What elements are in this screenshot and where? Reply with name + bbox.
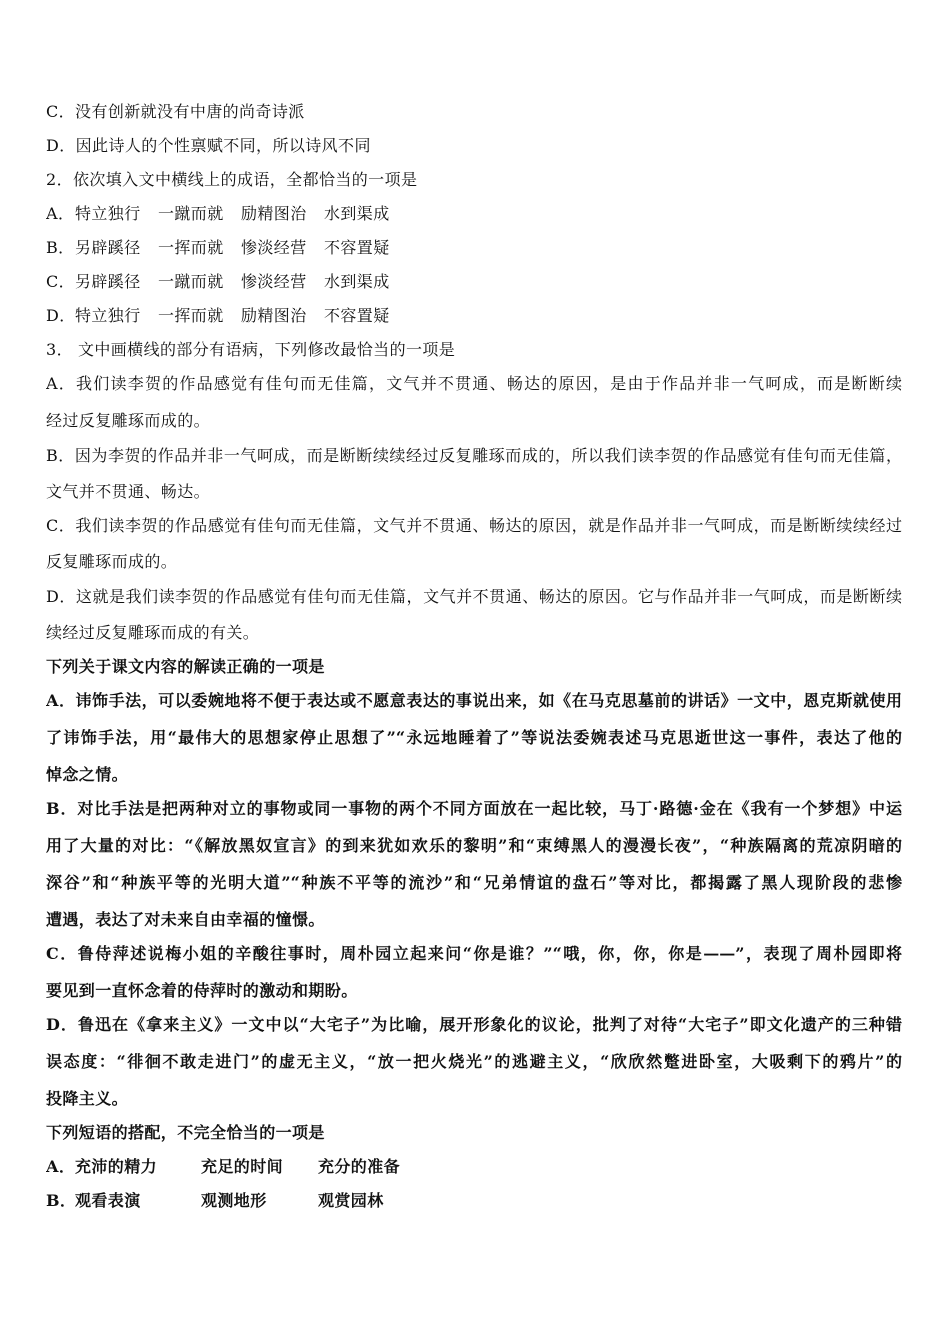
q3-option-a-line-1 <box>46 373 902 395</box>
q4-option-b-line-3 <box>46 872 902 894</box>
q3-option-c-line-1 <box>46 515 902 537</box>
q4-option-d-line-1 <box>46 1014 902 1036</box>
q2-option-a <box>46 203 390 225</box>
q1-option-d <box>46 135 371 157</box>
option-text: 深谷”和“种族平等的光明大道”“种族不平等的流沙”和“兄弟情谊的盘石”等对比，都揭露了黑人现阶段的悲惨 <box>46 873 902 892</box>
option-label: D． <box>46 1015 78 1034</box>
option-label: B． <box>46 799 78 818</box>
idiom: 特立独行 <box>75 306 141 325</box>
q5-option-b <box>46 1190 384 1212</box>
q3-stem <box>46 339 455 361</box>
q3-option-a-line-2 <box>46 410 210 432</box>
q4-stem <box>46 656 325 678</box>
idiom: 另辟蹊径 <box>75 272 141 291</box>
option-text: 了讳饰手法，用“最伟大的思想家停止思想了”“永远地睡着了”等说法委婉表述马克思逝世这一事件，表达了他的 <box>46 728 902 747</box>
option-label: C． <box>46 516 76 535</box>
idiom: 另辟蹊径 <box>75 238 141 257</box>
option-label: A． <box>46 691 76 710</box>
option-text: 用了大量的对比：“《解放黑奴宣言》的到来犹如欢乐的黎明”和“束缚黑人的漫漫长夜”，“种族隔离的荒凉阴暗的 <box>46 836 902 855</box>
q4-option-a-line-3 <box>46 764 128 786</box>
phrase: 观赏园林 <box>318 1191 384 1210</box>
q5-option-a <box>46 1156 400 1178</box>
q3-option-b-line-2 <box>46 481 210 503</box>
q2-option-b <box>46 237 390 259</box>
idiom: 惨淡经营 <box>241 272 307 291</box>
option-text: 对比手法是把两种对立的事物或同一事物的两个不同方面放在一起比较，马丁·路德·金在《我有一个梦想》中运 <box>77 799 902 818</box>
idiom: 惨淡经营 <box>241 238 307 257</box>
q3-option-d-line-1 <box>46 586 902 608</box>
option-text: 因此诗人的个性禀赋不同，所以诗风不同 <box>75 136 371 155</box>
phrase: 充足的时间 <box>201 1157 284 1176</box>
question-stem: 下列关于课文内容的解读正确的一项是 <box>46 657 325 676</box>
idiom: 不容置疑 <box>324 238 390 257</box>
option-text: 文气并不贯通、畅达。 <box>46 482 211 501</box>
option-label: D． <box>46 136 76 155</box>
option-text: 鲁迅在《拿来主义》一文中以“大宅子”为比喻，展开形象化的议论，批判了对待“大宅子”即文化遗产的三种错 <box>77 1015 902 1034</box>
question-number: 3． <box>46 340 73 359</box>
option-text: 我们读李贺的作品感觉有佳句而无佳篇，文气并不贯通、畅达的原因，是由于作品并非一气呵成，而是断断续 <box>76 374 902 393</box>
q4-option-d-line-3 <box>46 1088 128 1110</box>
option-text: 误态度：“徘徊不敢走进门”的虚无主义，“放一把火烧光”的逃避主义，“欣欣然蹩进卧室，大吸剩下的鸦片”的 <box>46 1052 902 1071</box>
option-text: 要见到一直怀念着的侍萍时的激动和期盼。 <box>46 981 358 1000</box>
option-label: C． <box>46 944 78 963</box>
q4-option-d-line-2 <box>46 1051 902 1073</box>
q2-stem <box>46 169 417 191</box>
option-text: 遭遇，表达了对未来自由幸福的憧憬。 <box>46 910 325 929</box>
option-text: 经过反复雕琢而成的。 <box>46 411 211 430</box>
option-text: 投降主义。 <box>46 1089 129 1108</box>
idiom: 一蹴而就 <box>158 272 224 291</box>
question-number: 2． <box>46 170 73 189</box>
idiom: 一挥而就 <box>158 306 224 325</box>
q3-option-b-line-1 <box>46 445 902 467</box>
q3-option-c-line-2 <box>46 551 177 573</box>
option-text: 鲁侍萍述说梅小姐的辛酸往事时，周朴园立起来问“你是谁？”“哦，你，你，你是——”，表现了周朴园即将 <box>77 944 902 963</box>
question-stem: 下列短语的搭配，不完全恰当的一项是 <box>46 1123 325 1142</box>
q4-option-a-line-1 <box>46 690 902 712</box>
option-text: 讳饰手法，可以委婉地将不便于表达或不愿意表达的事说出来，如《在马克思墓前的讲话》一文中，恩克斯就使用 <box>75 691 902 710</box>
q4-option-b-line-1 <box>46 798 902 820</box>
q2-option-c <box>46 271 390 293</box>
option-label: A． <box>46 204 75 223</box>
question-stem: 依次填入文中横线上的成语，全都恰当的一项是 <box>72 170 418 189</box>
idiom: 一蹴而就 <box>158 204 224 223</box>
option-text: 悼念之情。 <box>46 765 129 784</box>
q4-option-a-line-2 <box>46 727 902 749</box>
idiom: 特立独行 <box>75 204 141 223</box>
q2-option-d <box>46 305 390 327</box>
phrase: 充沛的精力 <box>75 1157 158 1176</box>
idiom: 一挥而就 <box>158 238 224 257</box>
idiom: 励精图治 <box>241 306 307 325</box>
question-stem: 文中画横线的部分有语病，下列修改最恰当的一项是 <box>77 340 456 359</box>
phrase: 观测地形 <box>201 1191 267 1210</box>
option-label: B． <box>46 238 75 257</box>
option-text: 没有创新就没有中唐的尚奇诗派 <box>75 102 305 121</box>
phrase: 充分的准备 <box>318 1157 401 1176</box>
idiom: 不容置疑 <box>324 306 390 325</box>
option-label: D． <box>46 306 76 325</box>
q1-option-c <box>46 101 305 123</box>
option-text: 这就是我们读李贺的作品感觉有佳句而无佳篇，文气并不贯通、畅达的原因。它与作品并非一气呵成，而是断断续 <box>75 587 902 606</box>
q3-option-d-line-2 <box>46 622 259 644</box>
option-label: D． <box>46 587 76 606</box>
option-label: A． <box>46 374 77 393</box>
option-label: A． <box>46 1157 76 1176</box>
option-text: 我们读李贺的作品感觉有佳句而无佳篇，文气并不贯通、畅达的原因，就是作品并非一气呵成，而是断断续续经过 <box>75 516 902 535</box>
option-label: C． <box>46 102 76 121</box>
option-text: 因为李贺的作品并非一气呵成，而是断断续续经过反复雕琢而成的，所以我们读李贺的作品感觉有佳句而无佳篇， <box>74 446 902 465</box>
option-label: B． <box>46 446 75 465</box>
idiom: 励精图治 <box>241 204 307 223</box>
phrase: 观看表演 <box>75 1191 141 1210</box>
q4-option-b-line-4 <box>46 909 325 931</box>
q4-option-c-line-1 <box>46 943 902 965</box>
idiom: 水到渠成 <box>324 272 390 291</box>
option-text: 反复雕琢而成的。 <box>46 552 178 571</box>
option-label: C． <box>46 272 76 291</box>
q5-stem <box>46 1122 325 1144</box>
option-label: B． <box>46 1191 77 1210</box>
q4-option-b-line-2 <box>46 835 902 857</box>
idiom: 水到渠成 <box>324 204 390 223</box>
option-text: 续经过反复雕琢而成的有关。 <box>46 623 260 642</box>
q4-option-c-line-2 <box>46 980 358 1002</box>
